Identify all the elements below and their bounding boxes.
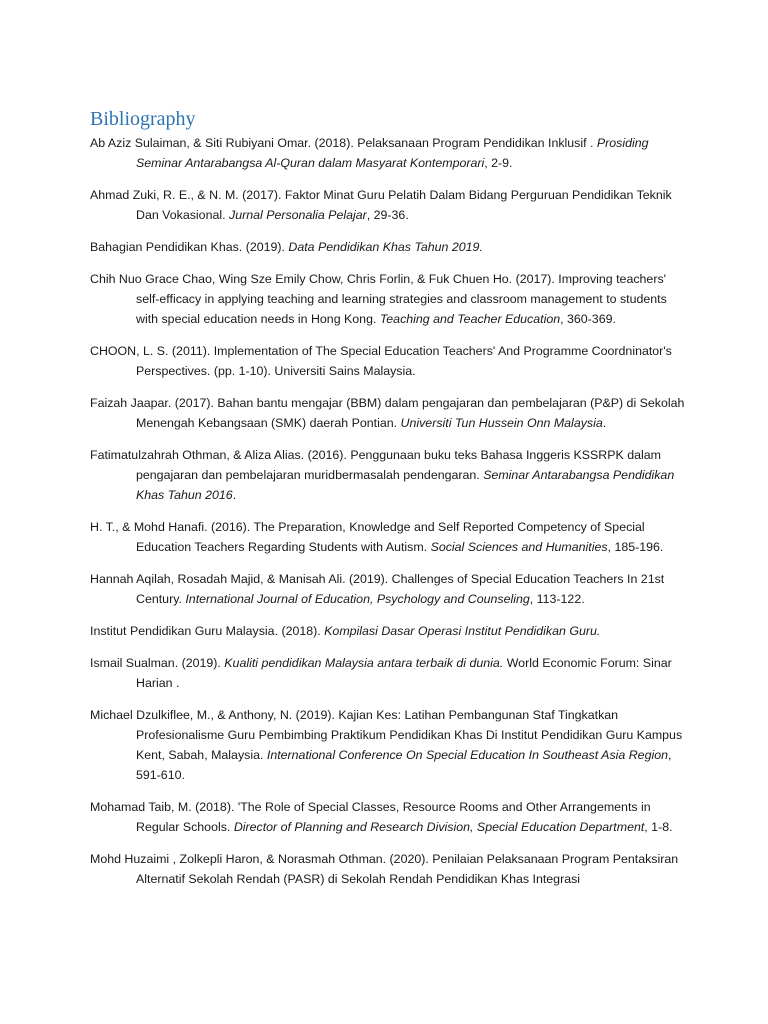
entry-authors: Mohd Huzaimi , Zolkepli Haron, & Norasmah Othman. (2020). Penilaian Pelaksanaan Program Pentaksiran Alternatif Sekolah Rendah (PASR) di Sekolah Rendah Pendidikan Khas Integrasi bbox=[90, 852, 679, 886]
entry-authors: H. T., & Mohd Hanafi. (2016). The Preparation, Knowledge and Self Reported Competency of Special Education Teachers Regarding Students with Autism. bbox=[90, 520, 645, 554]
entry-tail: World Economic Forum: Sinar Harian . bbox=[136, 656, 672, 690]
entry-authors: Chih Nuo Grace Chao, Wing Sze Emily Chow, Chris Forlin, & Fuk Chuen Ho. (2017). Improving teachers' self-efficacy in applying teaching and learning strategies and classroom management to students with special education needs in Hong Kong. bbox=[90, 272, 667, 326]
entry-authors: Ab Aziz Sulaiman, & Siti Rubiyani Omar. (2018). Pelaksanaan Program Pendidikan Inklusif . bbox=[90, 136, 597, 150]
bibliography-entry bbox=[90, 445, 690, 505]
bibliography-entry bbox=[90, 849, 690, 889]
entry-source: Teaching and Teacher Education bbox=[379, 312, 561, 326]
entry-tail: . bbox=[232, 488, 237, 502]
bibliography-entry bbox=[90, 797, 690, 837]
entry-source: International Journal of Education, Psychology and Counseling bbox=[185, 592, 530, 606]
entry-tail: , 591-610. bbox=[136, 748, 672, 782]
entry-source: International Conference On Special Education In Southeast Asia Region bbox=[266, 748, 668, 762]
bibliography-entry bbox=[90, 517, 690, 557]
entry-tail: , 360-369. bbox=[560, 312, 616, 326]
entry-source: Data Pendidikan Khas Tahun 2019. bbox=[288, 240, 483, 254]
entry-source: Jurnal Personalia Pelajar bbox=[229, 208, 367, 222]
entry-source: Prosiding Seminar Antarabangsa Al-Quran dalam Masyarat Kontemporari bbox=[136, 136, 649, 170]
bibliography-entry bbox=[90, 569, 690, 609]
bibliography-entry bbox=[90, 185, 690, 225]
entry-source: Kompilasi Dasar Operasi Institut Pendidikan Guru. bbox=[324, 624, 601, 638]
bibliography-heading: Bibliography bbox=[90, 108, 196, 130]
entry-authors: Michael Dzulkiflee, M., & Anthony, N. (2019). Kajian Kes: Latihan Pembangunan Staf Tingkatkan Profesionalisme Guru Pembimbing Praktikum Pendidikan Khas Di Institut Pendidikan Guru Kampus Kent, Sabah, Malaysia. bbox=[90, 708, 683, 762]
entry-tail: , 2-9. bbox=[484, 156, 513, 170]
entry-tail: , 29-36. bbox=[366, 208, 409, 222]
entry-source: Kualiti pendidikan Malaysia antara terbaik di dunia. bbox=[224, 656, 504, 670]
bibliography-entry bbox=[90, 133, 690, 173]
bibliography-entry bbox=[90, 621, 690, 641]
entry-authors: Hannah Aqilah, Rosadah Majid, & Manisah Ali. (2019). Challenges of Special Education Teachers In 21st Century. bbox=[90, 572, 665, 606]
bibliography-entry bbox=[90, 269, 690, 329]
bibliography-entry bbox=[90, 393, 690, 433]
entry-authors: Institut Pendidikan Guru Malaysia. (2018). bbox=[90, 624, 325, 638]
bibliography-list bbox=[90, 133, 690, 901]
entry-tail: , 1-8. bbox=[644, 820, 673, 834]
entry-tail: , 185-196. bbox=[607, 540, 664, 554]
entry-source: Director of Planning and Research Division, Special Education Department bbox=[233, 820, 645, 834]
bibliography-entry bbox=[90, 341, 690, 381]
entry-authors: Ahmad Zuki, R. E., & N. M. (2017). Faktor Minat Guru Pelatih Dalam Bidang Perguruan Pendidikan Teknik Dan Vokasional. bbox=[90, 188, 672, 222]
bibliography-entry bbox=[90, 705, 690, 785]
entry-authors: CHOON, L. S. (2011). Implementation of The Special Education Teachers' And Programme Coordninator's Perspectives. (pp. 1-10). Universiti Sains Malaysia. bbox=[90, 344, 672, 378]
entry-source: Social Sciences and Humanities bbox=[430, 540, 608, 554]
bibliography-entry bbox=[90, 237, 690, 257]
entry-source: Universiti Tun Hussein Onn Malaysia bbox=[400, 416, 603, 430]
entry-tail: . bbox=[602, 416, 607, 430]
entry-authors: Ismail Sualman. (2019). bbox=[90, 656, 225, 670]
entry-source: Seminar Antarabangsa Pendidikan Khas Tahun 2016 bbox=[136, 468, 675, 502]
entry-authors: Bahagian Pendidikan Khas. (2019). bbox=[90, 240, 289, 254]
bibliography-entry bbox=[90, 653, 690, 693]
entry-tail: , 113-122. bbox=[529, 592, 585, 606]
entry-authors: Faizah Jaapar. (2017). Bahan bantu mengajar (BBM) dalam pengajaran dan pembelajaran (P&P) di Sekolah Menengah Kebangsaan (SMK) daerah Pontian. bbox=[90, 396, 685, 430]
entry-authors: Fatimatulzahrah Othman, & Aliza Alias. (2016). Penggunaan buku teks Bahasa Inggeris KSSRPK dalam pengajaran dan pembelajaran muridbermasalah pendengaran. bbox=[90, 448, 661, 482]
entry-authors: Mohamad Taib, M. (2018). 'The Role of Special Classes, Resource Rooms and Other Arrangements in Regular Schools. bbox=[90, 800, 651, 834]
